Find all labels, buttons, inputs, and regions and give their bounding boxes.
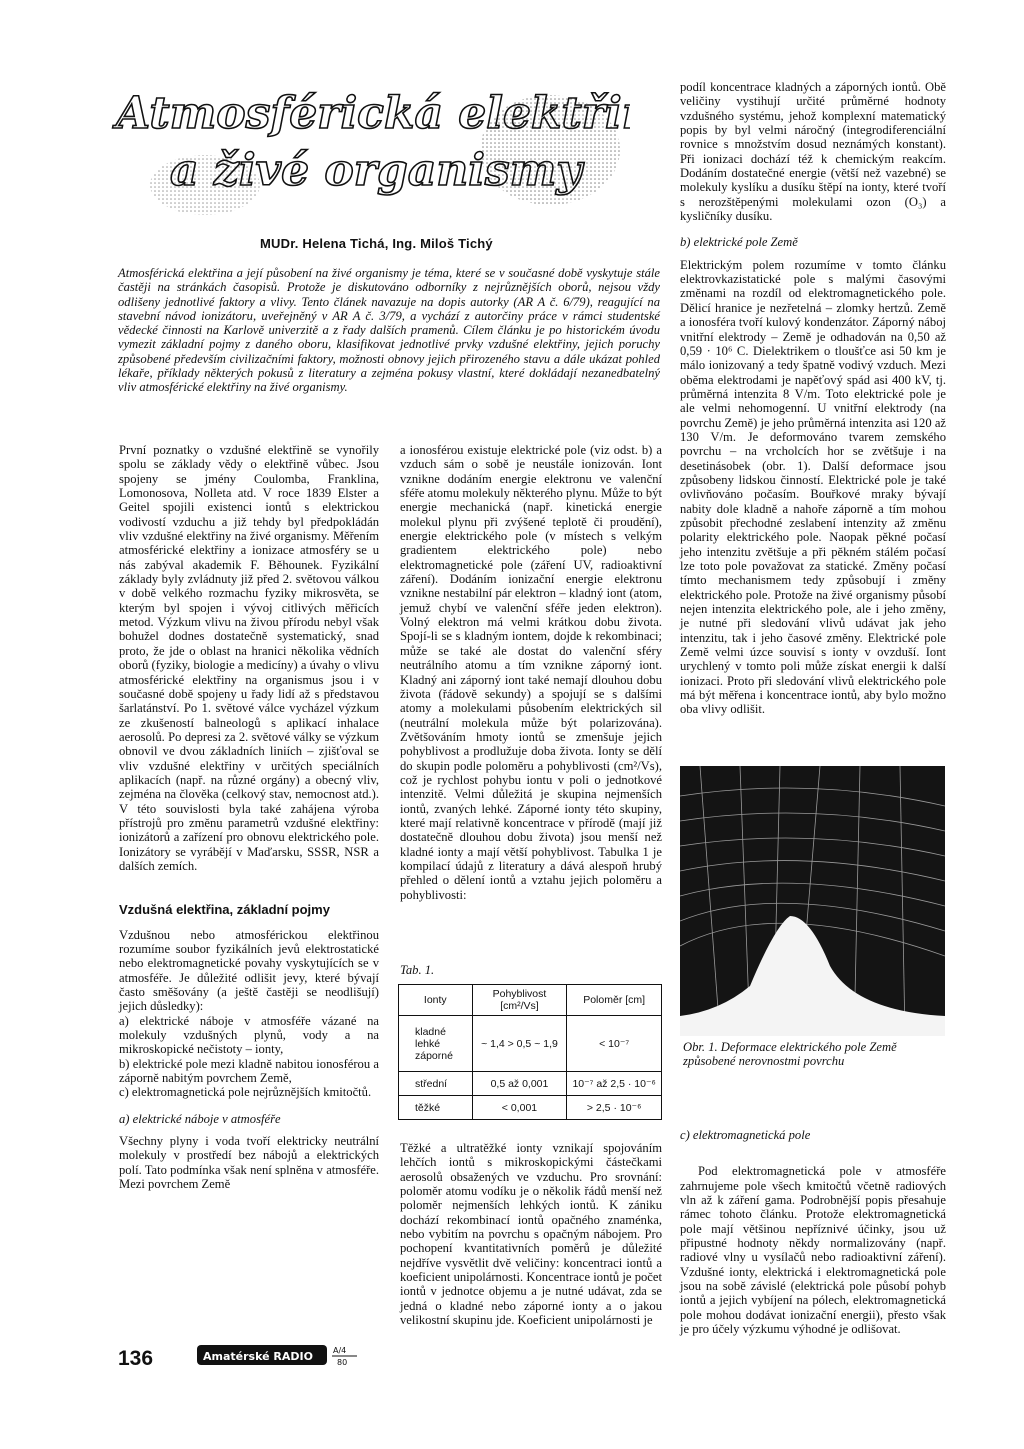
field-lines-illustration bbox=[680, 766, 945, 1036]
paragraph: podíl koncentrace kladných a záporných iontů. Obě veličiny vystihují určité průměrné hodnoty vzdušného systému, jehož komplexní matematický popis by byl velmi náročný (integrodiferenciální rovnice s množstvím dosud neznámých konstant). Při ionizaci dochází též k chemickým reakcím. Dodáním dostatečné energie (větší než vazebné) se molekuly kyslíku a dusíku štěpí na ionty, které tvoří s nerozštěpenými molekulami ozon (O₃) a kysličníky dusíku. bbox=[680, 80, 946, 224]
paragraph: Pod elektromagnetická pole v atmosféře zahrnujeme pole všech kmitočtů včetně radiových vln až k záření gama. Podrobnější popis přesahuje rámec tohoto článku. Protože elektromagnetická pole mají většinou nepříznivé účinky, jsou už připustné hodnoty někdy normalizovány (např. radiové vlny u vysílačů nebo radioaktivní záření). Vzdušné ionty, elektrická i elektromagnetická pole jsou na sobě závislé (elektrická pole působí pohyb iontů a jejich vybíjení na pólech, elektromagnetická pole mohou dodávat ionizační energii), přesto však je pro účely výzkumu výhodné je odlišovat. bbox=[680, 1164, 946, 1337]
article-title bbox=[110, 70, 630, 220]
table-row bbox=[399, 1016, 662, 1072]
list-item-a: a) elektrické náboje v atmosféře vázané na molekuly vzdušných plynů, vody a na mikroskopické nečistoty – ionty, bbox=[119, 1013, 379, 1057]
logo-text: Amatérské RADIO bbox=[203, 1350, 313, 1363]
table-cell: těžké bbox=[399, 1096, 473, 1120]
intro-paragraph: První poznatky o vzdušné elektřině se vynořily spolu se základy vědy o elektřině vůbec. Jsou spojeny se jmény Coulomba, Franklina, Lomonosova, Nolleta atd. V roce 1839 Elster a Geitel spojili existenci iontů s elektrickou vodivostí vzduchu a již tehdy byl předpokládán vliv vzdušné elektřiny na živé organismy. Měřením atmosférické elektřiny a ionizace atmosféry se u nás zabýval akademik F. Běhounek. Fyzikální základy byly zvládnuty již před 2. světovou válkou v době velkého rozmachu fyziky mikrosvěta, se kterým byl spojen i vývoj citlivých měřicích metod. Výzkum vlivu na živou přírodu nebyl však bohužel dodnes dostatečně systematický, snad proto, že jde o oblast na hranici několika vědních oborů (fyziky, biologie a medicíny) a úvahy o vlivu atmosférické elektřiny na organismus jsou i v současné době spojeny u řady lidí až s představou šarlatánství. Po 1. světové válce vycházel výzkum ze zkušeností balneologů s aplikací inhalace aerosolů. Po depresi za 2. světové války se výzkum obnovil ve dvou základních liniích – zjišťoval se vliv vzdušné elektřiny v určitých speciálních aplikacích (např. na různé orgány) a obecný vliv, zejména na člověka (celkový stav, nemocnost atd.). V této souvislosti byla také zahájena výroba přístrojů pro změnu parametrů vzdušné elektřiny: ionizátorů a zařízení pro obnovu elektrického pole. Ionizátory se vyrábějí v Maďarsku, SSSR, NSR a dalších zemích. bbox=[119, 443, 379, 873]
subheading-a: a) elektrické náboje v atmosféře bbox=[119, 1111, 281, 1126]
figure-caption: Obr. 1. Deformace elektrického pole Země způsobené nerovnostmi povrchu bbox=[683, 1040, 897, 1068]
table-cell: < 0,001 bbox=[472, 1096, 567, 1120]
issue-year: 80 bbox=[337, 1358, 348, 1367]
table-row bbox=[399, 1072, 662, 1096]
table-cell: kladné lehké záporné bbox=[399, 1016, 473, 1072]
paragraph: Vzdušnou nebo atmosférickou elektřinou rozumíme soubor fyzikálních jevů elektrostatické nebo elektromagnetické povahy vyskytujících se v atmosféře. Je důležité odlišit jevy, které bývají často směšovány (a ještě častěji se neodlišují) jejich důsledky): bbox=[119, 927, 379, 1014]
table-cell: > 2,5 · 10⁻⁶ bbox=[567, 1096, 662, 1120]
table-header-row bbox=[399, 985, 662, 1016]
magazine-logo bbox=[197, 1342, 359, 1368]
paragraph: a ionosférou existuje elektrické pole (viz odst. b) a vzduch sám o sobě je neustále ionizován. Iont vznikne dodáním energie elektronu ve valenční sféře atomu molekuly některého plynu. Může to být energie mechanická (např. kinetická energie molekul plynu při zvýšené teplotě či proudění), energie elektrického pole (v místech s velkým gradientem elektrického pole) nebo elektromagnetické pole (záření UV, radioaktivní záření). Dodáním ionizační energie elektronu vznikne nestabilní pár elektron – kladný iont (atom, jemuž chybí ve valenční sféře jeden elektron). Volný elektron má velmi krátkou dobu života. Spojí-li se s kladným iontem, dojde k rekombinaci; může se také ale dostat do valenční sféry neutrálního atomu a tím vznikne záporný iont. Kladný ani záporný iont také nemají dlouhou dobu života (řádově sekundy) a spojují se s dalšími atomy a molekulami působením elektrických sil (neutrální molekula může být polarizována). Zvětšováním hmoty iontů se zmenšuje jejich pohyblivost a prodlužuje doba života. Ionty se dělí do skupin podle poloměru a pohyblivosti (cm²/Vs), což je rychlost pohybu iontu v poli o jednotkové intenzitě. Velmi důležitá je skupina nejmenších iontů, zvaných lehké. Záporné ionty této skupiny, které mají relativně koncentrace v přírodě (mají již dostatečně dlouhou dobu života) jsou menší než kladné ionty a mají větší pohyblivost. Tabulka 1 je kompilací údajů z literatury a dává alespoň hrubý přehled o dělení iontů a vztahu jejich poloměru a pohyblivosti: bbox=[400, 443, 662, 902]
subheading-c: c) elektromagnetická pole bbox=[680, 1128, 811, 1142]
paragraph: Těžké a ultratěžké ionty vznikají spojováním lehčích iontů s mikroskopickými částečkami aerosolů obsažených ve vzduchu. Pro srovnání: poloměr atomu vodíku je o několik řádů menší než poloměr nejmenších lehkých iontů. K zániku dochází rekombinací iontů opačného znaménka, nebo vybitím na povrchu s opačným nábojem. Pro pochopení kvantitativních poměrů je důležité nejdříve vysvětlit dvě veličiny: koncentraci iontů a koeficient unipolárnosti. Koncentrace iontů je počet iontů v jednotce objemu a je nutné udávat, zda se jedná o kladné nebo záporné ionty a o jakou velikostní skupinu jde. Koeficient unipolárnosti je bbox=[400, 1141, 662, 1328]
table-cell: střední bbox=[399, 1072, 473, 1096]
subheading-b: b) elektrické pole Země bbox=[680, 235, 798, 250]
mountain-silhouette bbox=[680, 916, 945, 1036]
table-row bbox=[399, 1096, 662, 1120]
authors: MUDr. Helena Tichá, Ing. Miloš Tichý bbox=[260, 236, 493, 251]
table-cell: 10⁻⁷ až 2,5 · 10⁻⁶ bbox=[567, 1072, 662, 1096]
table-cell: < 10⁻⁷ bbox=[567, 1016, 662, 1072]
table-header: Poloměr [cm] bbox=[567, 985, 662, 1016]
table-cell: ~ 1,4 > 0,5 ~ 1,9 bbox=[472, 1016, 567, 1072]
table-cell: 0,5 až 0,001 bbox=[472, 1072, 567, 1096]
title-line2: a živé organismy bbox=[170, 145, 582, 196]
list-item-b: b) elektrické pole mezi kladně nabitou ionosférou a záporně nabitým povrchem Země, bbox=[119, 1056, 379, 1086]
title-graphic bbox=[110, 70, 630, 220]
paragraph: Elektrickým polem rozumíme v tomto článku elektrovkazistatické pole s malými časovými změnami na rozdíl od elektromagnetického pole. Dělicí hranice je nezřetelná – zlomky hertzů. Země a ionosféra tvoří kulový kondenzátor. Záporný náboj vnitřní elektrody – Země je odhadován na 0,50 až 0,59 · 10⁶ C. Dielektrikem o tloušťce asi 50 km je málo ionizovaný a tedy špatně vodivý vzduch. Mezi oběma elektrodami je napěťový spád asi 400 kV, tj. průměrná intenzita 8 V/m. Toto elektrické pole je ale velmi nehomogenní. U vnitřní elektrody (na povrchu Země) je jeho průměrná intenzita asi 120 až 130 V/m. Je deformováno tvarem zemského povrchu – na vrcholcích hor se zvětšuje i na desetinásobek (obr. 1). Další deformace jsou způsobeny lidskou činností. Elektrické pole je také ovlivňováno počasím. Bouřkové mraky bývají nabity dole kladně a nahoře záporně a tím mohou způsobit přechodné zeslabení intenzity až změnu polarity elektrického pole. Naopak pěkné počasí jeho intenzitu zvětšuje a při pěkném stálém počasí lze toto pole považovat za statické. Změny počasí tímto mechanismem tedy způsobují i změny elektrického pole. Protože na živé organismy působí nejen intenzita elektrického pole, ale i jeho změny, je nutné při sledování vlivů udávat jak jeho intenzitu, tak i jeho časové změny. Elektrické pole Země velmi úzce souvisí s ionty v ovzduší. Iont urychlený v tomto poli může získat energii k další ionizaci. Proto při sledování vlivů elektrického pole má být měřena i koncentrace iontů, aby bylo možno oba vlivy odlišit. bbox=[680, 257, 946, 717]
issue-number: A/4 bbox=[333, 1346, 347, 1355]
abstract: Atmosférická elektřina a její působení na živé organismy je téma, které se v současné době vyskytuje stále častěji na stránkách časopisů. Protože je diskutováno odborníky z nejrůznějších oborů, nejsou vždy odlišeny jednotlivé faktory a vlivy. Tento článek navazuje na dopis autorky (AR A č. 6/79), reagující na stavební návod ionizátoru, uveřejněný v AR A č. 3/79, a vychází z autorčiny práce v rámci studentské vědecké činnosti na Karlově univerzitě a z řady dalších pramenů. Cílem článku je po historickém úvodu vymezit základní pojmy z daného oboru, klasifikovat jednotlivé prvky vzdušné elektřiny, jejich poruchy způsobené především civilizačními faktory, možnosti obnovy jejich přirozeného stavu a dále ukázat pohled lékaře, příklady některých pokusů z literatury a zejména pokusy vlastní, které dokládají nezanedbatelný vliv atmosférické elektřiny na živé organismy. bbox=[118, 266, 660, 395]
title-line1: Atmosférická elektřina bbox=[116, 88, 630, 139]
page-number: 136 bbox=[118, 1347, 154, 1370]
column-3-continued bbox=[680, 1128, 946, 1336]
column-2 bbox=[400, 443, 662, 902]
paragraph: Všechny plyny i voda tvoří elektricky neutrální molekuly v prostředí bez nábojů a elektrických polí. Tato podmínka však není splněna v atmosféře. Mezi povrchem Země bbox=[119, 1134, 379, 1192]
column-1 bbox=[119, 443, 379, 1192]
table-caption: Tab. 1. bbox=[400, 963, 435, 977]
ion-table bbox=[398, 984, 662, 1120]
list-item-c: c) elektromagnetická pole nejrůznějších kmitočtů. bbox=[119, 1085, 372, 1100]
column-2-continued bbox=[400, 1141, 662, 1327]
column-3 bbox=[680, 80, 946, 717]
section-heading: Vzdušná elektřina, základní pojmy bbox=[119, 902, 330, 918]
amaterske-radio-logo-icon bbox=[197, 1342, 359, 1368]
table-header: Ionty bbox=[399, 985, 473, 1016]
figure-field-deformation bbox=[680, 766, 945, 1036]
table-header: Pohyblivost [cm²/Vs] bbox=[472, 985, 567, 1016]
